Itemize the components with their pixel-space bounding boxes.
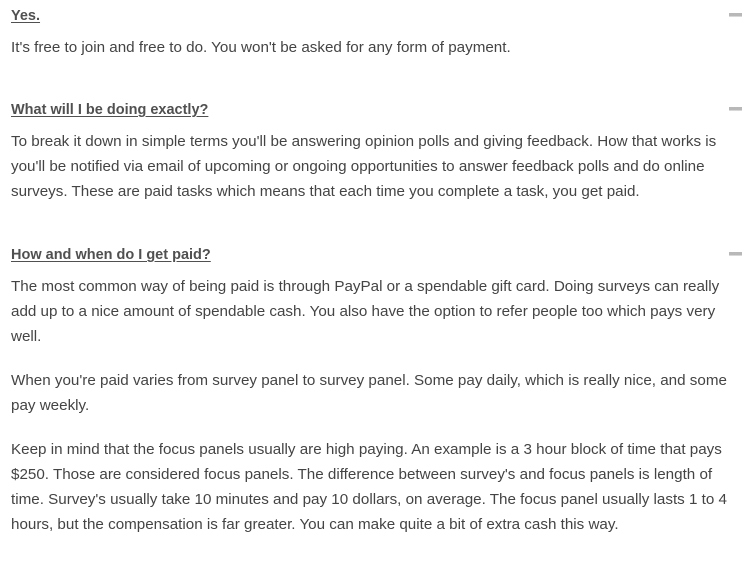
faq-answer-paragraph: It's free to join and free to do. You won't be asked for any form of payment. bbox=[11, 39, 511, 56]
faq-answer-paragraph: When you're paid varies from survey panel to survey panel. Some pay daily, which is really nice, and some pay weekly. bbox=[11, 372, 727, 414]
collapse-icon[interactable] bbox=[729, 252, 742, 256]
faq-question-what-doing[interactable] bbox=[11, 100, 742, 120]
faq-answer-paragraph: The most common way of being paid is through PayPal or a spendable gift card. Doing surveys can really add up to a nice amount of spendable cash. You also have the option to refer people too which pays very well. bbox=[11, 278, 720, 345]
faq-item-what-doing bbox=[11, 100, 742, 204]
collapse-icon[interactable] bbox=[729, 13, 742, 17]
faq-answer-get-paid bbox=[11, 274, 742, 537]
faq-answer-what-doing bbox=[11, 129, 742, 204]
faq-answer-free bbox=[11, 35, 742, 60]
faq-answer-paragraph: Keep in mind that the focus panels usually are high paying. An example is a 3 hour block of time that pays $250. Those are considered focus panels. The difference between survey's and focus panels is length of time. Survey's usually take 10 minutes and pay 10 dollars, on average. The focus panel usually lasts 1 to 4 hours, but the compensation is far greater. You can make quite a bit of extra cash this way. bbox=[11, 441, 727, 533]
collapse-icon[interactable] bbox=[729, 107, 742, 111]
faq-question-label: How and when do I get paid? bbox=[11, 247, 211, 263]
faq-question-label: Yes. bbox=[11, 8, 41, 24]
faq-answer-paragraph: To break it down in simple terms you'll be answering opinion polls and giving feedback. How that works is you'll be notified via email of upcoming or ongoing opportunities to answer feedback polls and do online surveys. These are paid tasks which means that each time you complete a task, you get paid. bbox=[11, 133, 717, 200]
faq-question-free[interactable] bbox=[11, 6, 742, 26]
faq-item-free bbox=[11, 6, 742, 60]
faq-question-label: What will I be doing exactly? bbox=[11, 102, 209, 118]
faq-item-get-paid bbox=[11, 245, 742, 537]
faq-question-get-paid[interactable] bbox=[11, 245, 742, 265]
